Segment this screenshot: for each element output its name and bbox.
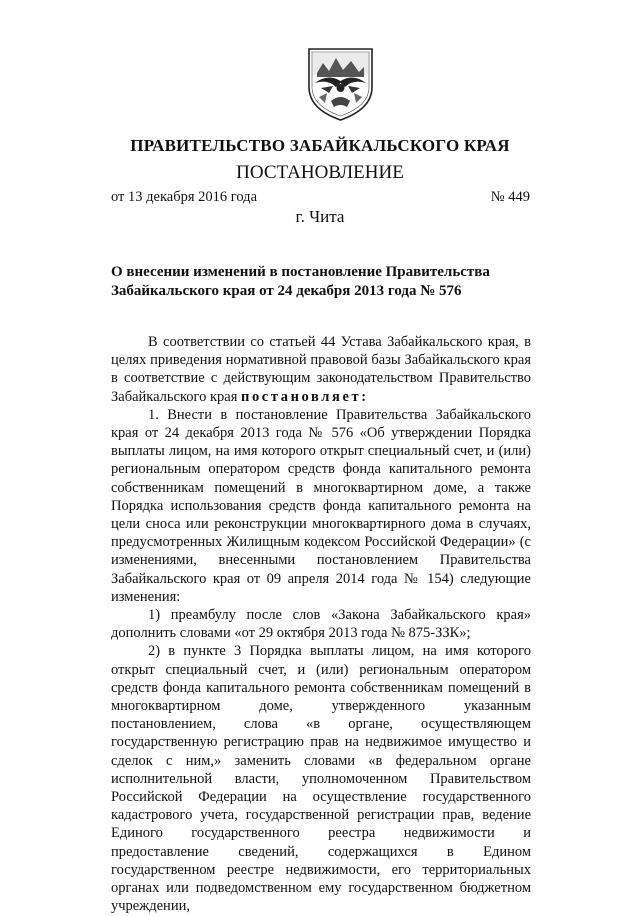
coat-of-arms-icon — [303, 43, 378, 123]
item-1-1-paragraph: 1) преамбулу после слов «Закона Забайкальского края» дополнить словами «от 29 октября 2013 года № 875-ЗЗК»; — [111, 607, 531, 642]
organization-name: ПРАВИТЕЛЬСТВО ЗАБАЙКАЛЬСКОГО КРАЯ — [130, 136, 510, 155]
document-body — [111, 333, 531, 916]
document-type: ПОСТАНОВЛЕНИЕ — [236, 162, 404, 183]
city-name: г. Чита — [295, 207, 345, 226]
resolves-word: постановляет: — [241, 388, 369, 405]
preamble-paragraph — [111, 333, 531, 406]
document-date: от 13 декабря 2016 года — [111, 189, 257, 205]
item-1-paragraph: 1. Внести в постановление Правительства Забайкальского края от 24 декабря 2013 года № 576 «Об утверждении Порядка выплаты лицом, на имя которого открыт специальный счет, и (или) региональным оператором средств фонда капитального ремонта собственникам помещений в многоквартирном доме, а также Порядка использования средств фонда капитального ремонта на цели сноса или реконструкции многоквартирного дома в случаях, предусмотренных Жилищным кодексом Российской Федерации» (с изменениями, внесенными постановлением Правительства Забайкальского края от 09 апреля 2014 года № 154) следующие изменения: — [111, 406, 531, 605]
preamble-text: В соответствии со статьей 44 Устава Забайкальского края, в целях приведения нормативной правовой базы Забайкальского края в соответствие с действующим законодательством Правительство Забайкальского края — [111, 334, 531, 405]
item-1-2-paragraph: 2) в пункте 3 Порядка выплаты лицом, на имя которого открыт специальный счет, и (или) региональным оператором средств фонда капитального ремонта собственникам помещений в многоквартирном доме, утвержденного указанным постановлением, слова «в органе, осуществляющем государственную регистрацию прав на недвижимое имущество и сделок с ним,» заменить словами «в федеральном органе исполнительной власти, уполномоченном Правительством Российской Федерации на осуществление государственного кадастрового учета, государственной регистрации прав, ведение Единого государственного реестра недвижимости и предоставление сведений, содержащихся в Едином государственном реестре недвижимости, его территориальных органах или подведомственном ему государственном бюджетном учреждении, — [111, 643, 531, 915]
document-number: № 449 — [490, 189, 530, 205]
document-title: О внесении изменений в постановление Правительства Забайкальского края от 24 декабря 2013 года № 576 — [111, 264, 490, 299]
